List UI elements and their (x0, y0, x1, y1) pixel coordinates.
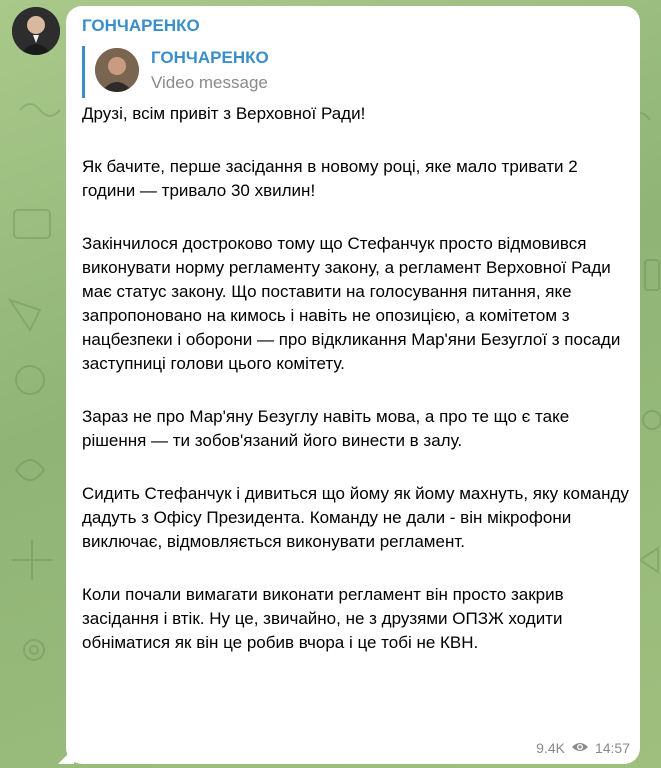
message-bubble (66, 6, 640, 764)
person-avatar-icon (12, 7, 60, 55)
eye-icon (571, 740, 589, 756)
message-time: 14:57 (594, 740, 630, 756)
reply-sender-name: ГОНЧАРЕНКО (151, 48, 269, 67)
reply-media-type: Video message (151, 73, 268, 92)
message-meta (536, 740, 630, 756)
view-count: 9.4K (536, 740, 565, 756)
video-thumbnail-image (95, 48, 139, 92)
message-paragraph: Друзі, всім привіт з Верховної Ради! (82, 104, 366, 123)
reply-quote[interactable] (82, 46, 344, 98)
video-thumbnail (95, 48, 139, 92)
sender-name[interactable]: ГОНЧАРЕНКО (82, 16, 200, 35)
message-paragraph: Коли почали вимагати виконати регламент він просто закрив засідання і втік. Ну це, звичайно, не з друзями ОПЗЖ ходити обніматися як він це робив вчора і це тобі не КВН. (82, 585, 564, 652)
channel-avatar[interactable] (12, 7, 60, 55)
message-text (82, 102, 630, 684)
message-paragraph: Зараз не про Мар'яну Безуглу навіть мова, а про те що є таке рішення — ти зобов'язаний його винести в залу. (82, 407, 570, 450)
message-paragraph: Сидить Стефанчук і дивиться що йому як йому махнуть, яку команду дадуть з Офісу Президента. Команду не дали - він мікрофони виключає, відмовляється виконувати регламент. (82, 484, 629, 551)
message-paragraph: Як бачите, перше засідання в новому році, яке мало тривати 2 години — тривало 30 хвилин! (82, 157, 578, 200)
message-paragraph: Закінчилося достроково тому що Стефанчук просто відмовився виконувати норму регламенту закону, а регламент Верховної Ради має статус закону. Що поставити на голосування питання, яке запропоновано на кимось і навіть не опозицією, а комітетом з нацбезпеки і оборони — про відкликання Мар'яни Безуглої з посади заступниці голови цього комітету. (82, 234, 621, 373)
